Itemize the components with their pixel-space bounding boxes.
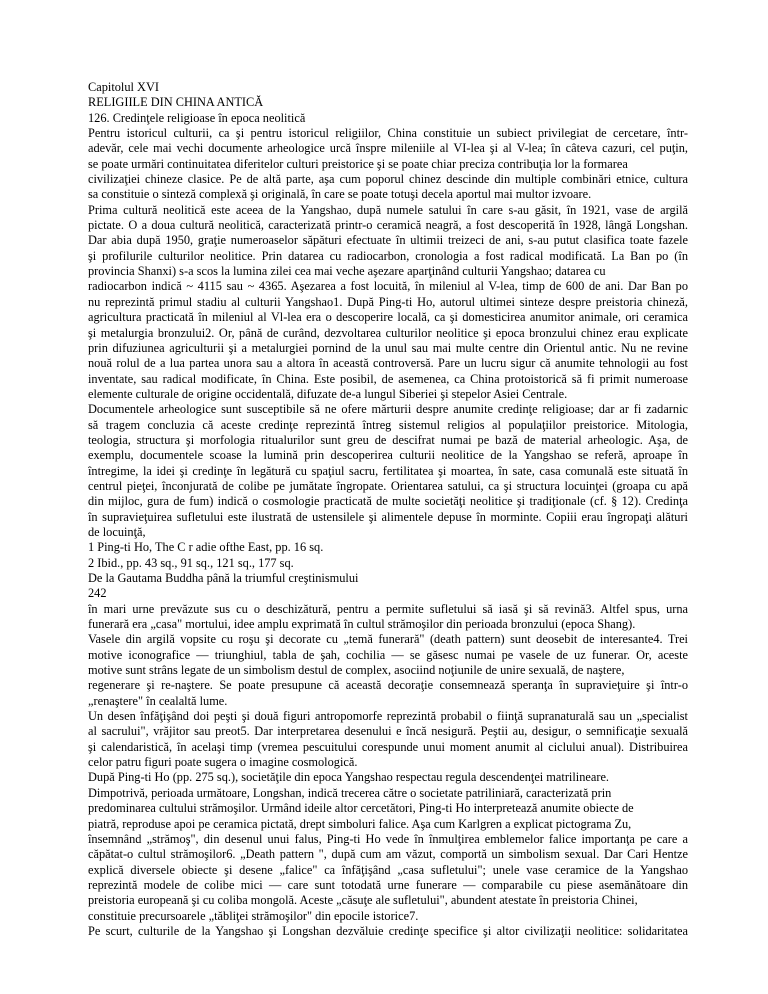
- text-line: inventate, sau radical modificate, în China. Este posibil, de asemenea, ca China protoistorică să fi primit numeroase: [88, 371, 688, 386]
- text-line: adevăr, cele mai vechi documente arheologice urcă înspre mileniile al VI-lea şi al V-lea; în câteva cazuri, cel puţin,: [88, 141, 688, 156]
- text-line: al sacrului", vrăjitor sau preot5. Dar interpretarea desenului e încă nesigură. Peştii au, desigur, o semnificaţie sexuală: [88, 724, 688, 739]
- text-line: însemnând „strămoş", din desenul unui falus, Ping-ti Ho vede în înmulţirea emblemelor falice importanţa pe care a: [88, 831, 688, 846]
- text-line: să tragem concluzia că aceste credinţe reprezintă întreg sistemul religios al populaţiilor preistorice. Mitologia,: [88, 417, 688, 432]
- text-line: căpătat-o cultul strămoşilor6. „Death pattern ", după cum am văzut, comportă un simbolism sexual. Dar Cari Hentze: [88, 847, 688, 862]
- text-line: şi metalurgia bronzului2. Or, până de curând, dezvoltarea culturilor neolitice şi epoca bronzului chinez erau explicate: [88, 325, 688, 340]
- text-line: de locuinţă,: [88, 524, 146, 539]
- text-line: pictate. O a doua cultură neolitică, caracterizată printr-o ceramică neagră, a fost descoperită în 1928, lângă Longshan.: [88, 218, 688, 233]
- text-line: elemente culturale de origine occidentală, difuzate de-a lungul Siberiei şi stepelor Asiei Centrale.: [88, 386, 568, 401]
- text-line: provincia Shanxi) s-a scos la lumina zilei cea mai veche aşezare aparţinând culturii Yangshao; datarea cu: [88, 264, 606, 279]
- text-line: teologia, structura şi morfologia ritualurilor sunt greu de descifrat numai pe bază de material arheologic. Aşa, de: [88, 432, 688, 447]
- text-line: motive sunt strâns legate de un simbolism destul de complex, asociind noţiunile de unire sexuală, de naştere,: [88, 663, 625, 678]
- text-line: întregime, la idei şi credinţe în legătură cu spaţiul sacru, fertilitatea şi moartea, în sate, casa comunală este situată în: [88, 463, 688, 478]
- text-line: motive iconografice — triunghiul, tabla de şah, cochilia — se găsesc numai pe vasele de uz funerar. Or, aceste: [88, 647, 688, 662]
- running-header: De la Gautama Buddha până la triumful creştinismului: [88, 571, 359, 585]
- text-line: predominarea cultului strămoşilor. Urmând ideile altor cercetători, Ping-ti Ho interpretează anumite obiecte de: [88, 801, 634, 816]
- text-line: şi calendaristică, în acelaşi timp (vremea pescuitului corespunde unui moment anumit al ciclului anual). Distribuirea: [88, 739, 688, 754]
- footnote: 2 Ibid., pp. 43 sq., 91 sq., 121 sq., 177 sq.: [88, 555, 294, 570]
- section-heading: 126. Credinţele religioase în epoca neolitică: [88, 110, 306, 125]
- text-line: se poate urmări continuitatea diferitelor culturi preistorice şi se poate chiar preciza contribuţia lor la formarea: [88, 156, 628, 171]
- text-line: constituie precursoarele „tăbliţei strămoşilor" din epocile istorice7.: [88, 908, 419, 923]
- text-line: centrul pieţei, înconjurată de colibe pe jumătate îngropate. Orientarea satului, ca şi structura locuinţei (groapa cu apă: [88, 478, 688, 493]
- text-line: Documentele arheologice sunt susceptibile să ne ofere mărturii despre anumite credinţe religioase; dar ar fi zadarnic: [88, 402, 688, 417]
- text-line: civilizaţiei chineze clasice. Pe de altă parte, aşa cum poporul chinez descinde din multiple combinări etnice, cultura: [88, 172, 688, 187]
- chapter-label: Capitolul XVI: [88, 80, 159, 94]
- text-line: Pe scurt, culturile de la Yangshao şi Longshan dezvăluie credinţe specifice şi altor civilizaţii neolitice: solidaritatea: [88, 923, 688, 938]
- page-number: 242: [88, 586, 107, 601]
- text-line: Vasele din argilă vopsite cu roşu şi decorate cu „temă funerară" (death pattern) sunt deosebit de interesante4. Trei: [88, 632, 688, 647]
- text-line: reprezintă modele de colibe mici — care sunt totodată urne funerare — comparabile cu piese asemănătoare din: [88, 877, 688, 892]
- text-line: agricultura practicată în mileniul al Vl-lea era o descoperire locală, ca şi domesticirea anumitor animale, ori ceramica: [88, 310, 688, 325]
- text-line: funerară era „casa" mortului, idee amplu exprimată în cultul strămoşilor din perioada bronzului (epoca Shang).: [88, 617, 636, 632]
- text-line: După Ping-ti Ho (pp. 275 sq.), societăţile din epoca Yangshao respectau regula descendenţei matrilineare.: [88, 770, 610, 785]
- text-line: „renaştere" în cealaltă lume.: [88, 693, 228, 708]
- text-line: Prima cultură neolitică este aceea de la Yangshao, după numele satului în care s-au găsit, în 1921, vase de argilă: [88, 202, 688, 217]
- text-line: din mijloc, gura de fum) indică o cosmologie practicată de multe societăţi neolitice şi tradiţionale (cf. § 12). Credinţa: [88, 494, 688, 509]
- text-line: în mari urne prevăzute sus cu o deschizătură, pentru a permite sufletului să iasă şi să revină3. Altfel spus, urna: [88, 601, 688, 616]
- text-line: şi profilurile culturilor neolitice. Prin datarea cu radiocarbon, cronologia a fost radical modificată. La Ban po (în: [88, 248, 688, 263]
- text-line: sa constituie o sinteză complexă şi originală, în care se poate totuşi decela aportul mai multor izvoare.: [88, 187, 592, 202]
- text-line: celor patru figuri poate sugera o imagine cosmologică.: [88, 755, 358, 770]
- text-line: regenerare şi re-naştere. Se poate presupune că această decoraţie consemnează speranţa în supravieţuire şi într-o: [88, 678, 688, 693]
- text-line: Un desen înfăţişând doi peşti şi două figuri antropomorfe reprezintă probabil o fiinţă supranaturală sau un „specialist: [88, 709, 688, 724]
- text-line: explică diversele obiecte şi desene „falice" ca înfăţişând „casa sufletului"; unele vase ceramice de la Yangshao: [88, 862, 688, 877]
- document-page: [88, 80, 688, 939]
- text-line: nu reprezintă primul stadiu al culturii Yangshao1. După Ping-ti Ho, autorul ultimei sinteze despre preistoria chineză,: [88, 294, 688, 309]
- text-line: piatră, reproduse apoi pe ceramica pictată, drept simboluri falice. Aşa cum Karlgren a explicat pictograma Zu,: [88, 816, 632, 831]
- text-line: Pentru istoricul culturii, ca şi pentru istoricul religiilor, China constituie un subiect privilegiat de cercetare, într-: [88, 126, 688, 141]
- text-line: nouă rolul de a lua partea unora sau a altora în această controversă. Pare un lucru sigur că anumite tehnologii au fost: [88, 356, 688, 371]
- chapter-title: RELIGIILE DIN CHINA ANTICĂ: [88, 95, 264, 110]
- text-line: exemplu, documentele scoase la lumină prin descoperirea culturii neolitice de la Yangshao se referă, aproape în: [88, 448, 688, 463]
- text-line: Dar abia după 1950, graţie numeroaselor săpături efectuate în ultimii treizeci de ani, s-au putut clasifica toate fazele: [88, 233, 688, 248]
- text-line: radiocarbon indică ~ 4115 sau ~ 4365. Aşezarea a fost locuită, în mileniul al V-lea, timp de 600 de ani. Dar Ban po: [88, 279, 688, 294]
- text-line: în supravieţuirea sufletului este ilustrată de ustensilele şi alimentele depuse în morminte. Copiii erau îngropaţi alături: [88, 509, 688, 524]
- footnote: 1 Ping-ti Ho, The C r adie ofthe East, pp. 16 sq.: [88, 540, 324, 555]
- text-line: prin difuziunea agriculturii şi a metalurgiei pornind de la unul sau mai multe centre din Orientul antic. Nu ne revine: [88, 340, 688, 355]
- text-line: preistoria europeană şi cu coliba mongolă. Aceste „căsuţe ale sufletului", abundent atestate în preistoria Chinei,: [88, 893, 638, 908]
- text-line: Dimpotrivă, perioada următoare, Longshan, indică trecerea către o societate patriliniară, caracterizată prin: [88, 785, 612, 800]
